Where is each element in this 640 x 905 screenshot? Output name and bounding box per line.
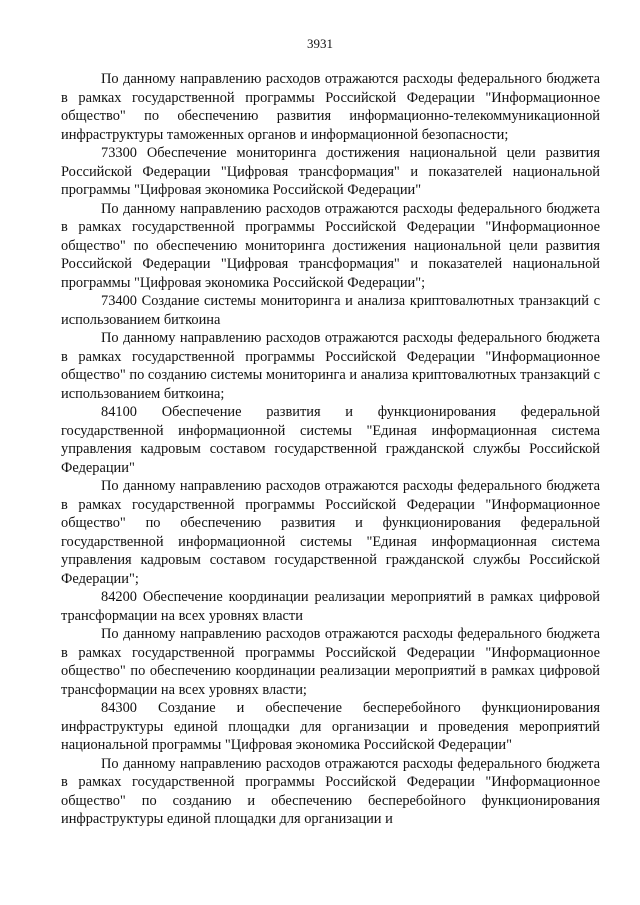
paragraph-code-84300: 84300 Создание и обеспечение бесперебойного функционирования инфраструктуры единой площадки для организации и проведения мероприятий национальной программы "Цифровая экономика Российской Федерации" bbox=[61, 700, 600, 753]
paragraph-expenses-customs-infrastructure: По данному направлению расходов отражаются расходы федерального бюджета в рамках государственной программы Российской Федерации "Информационное общество" по обеспечению развития информационно-телекоммуникационной инфраструктуры таможенных органов и информационной безопасности; bbox=[61, 71, 600, 143]
paragraph-code-84100: 84100 Обеспечение развития и функционирования федеральной государственной информационной системы "Единая информационная система управления кадровым составом государственной гражданской службы Российской Федерации" bbox=[61, 404, 600, 476]
paragraph-expenses-coordination: По данному направлению расходов отражаются расходы федерального бюджета в рамках государственной программы Российской Федерации "Информационное общество" по обеспечению координации реализации мероприятий в рамках цифровой трансформации на всех уровнях власти; bbox=[61, 626, 600, 698]
paragraph-expenses-crypto-monitoring: По данному направлению расходов отражаются расходы федерального бюджета в рамках государственной программы Российской Федерации "Информационное общество" по созданию системы мониторинга и анализа криптовалютных транзакций с использованием биткоина; bbox=[61, 330, 600, 402]
paragraph-code-73400: 73400 Создание системы мониторинга и анализа криптовалютных транзакций с использованием биткоина bbox=[61, 293, 600, 328]
page-number: 3931 bbox=[307, 36, 333, 51]
document-body bbox=[61, 70, 600, 829]
paragraph-expenses-platform-infrastructure: По данному направлению расходов отражаются расходы федерального бюджета в рамках государственной программы Российской Федерации "Информационное общество" по созданию и обеспечению бесперебойного функционирования инфраструктуры единой площадки для организации и bbox=[61, 755, 600, 827]
paragraph-code-84200: 84200 Обеспечение координации реализации мероприятий в рамках цифровой трансформации на всех уровнях власти bbox=[61, 589, 600, 624]
paragraph-expenses-monitoring-goal: По данному направлению расходов отражаются расходы федерального бюджета в рамках государственной программы Российской Федерации "Информационное общество" по обеспечению мониторинга достижения национальной цели развития Российской Федерации "Цифровая трансформация" и показателей национальной программы "Цифровая экономика Российской Федерации"; bbox=[61, 200, 600, 291]
paragraph-expenses-hr-system: По данному направлению расходов отражаются расходы федерального бюджета в рамках государственной программы Российской Федерации "Информационное общество" по обеспечению развития и функционирования федеральной государственной информационной системы "Единая информационная система управления кадровым составом государственной гражданской службы Российской Федерации"; bbox=[61, 478, 600, 587]
paragraph-code-73300: 73300 Обеспечение мониторинга достижения национальной цели развития Российской Федерации "Цифровая трансформация" и показателей национальной программы "Цифровая экономика Российской Федерации" bbox=[61, 145, 600, 198]
